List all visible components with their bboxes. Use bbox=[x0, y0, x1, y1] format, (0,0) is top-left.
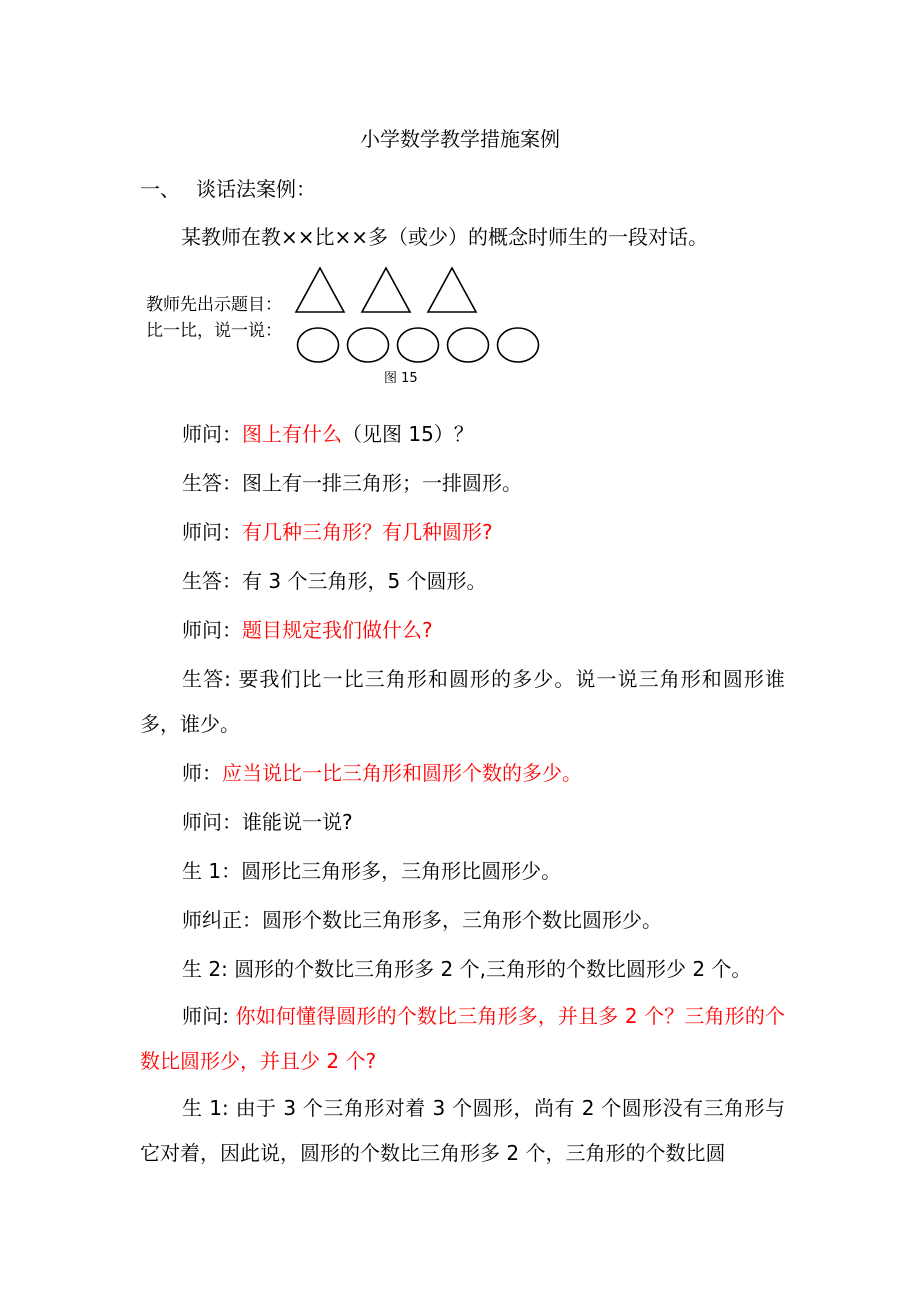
dialogue-line bbox=[140, 798, 785, 847]
dialogue-line bbox=[140, 459, 785, 508]
figure-shapes bbox=[140, 262, 560, 372]
dialogue-text: 图上有一排三角形；一排圆形。 bbox=[242, 471, 522, 495]
section-number: 一、 bbox=[140, 177, 180, 201]
dialogue-line bbox=[140, 606, 785, 655]
dialogue-line bbox=[140, 508, 785, 557]
dialogue-speaker: 生 1: bbox=[182, 1096, 236, 1120]
dialogue-text-tail: （见图 15）？ bbox=[342, 422, 474, 446]
dialogue-line bbox=[140, 410, 785, 459]
dialogue-speaker: 师问： bbox=[182, 422, 242, 446]
dialogue-text: 题目规定我们做什么? bbox=[242, 618, 433, 642]
section-heading bbox=[140, 174, 316, 204]
dialogue-line bbox=[140, 896, 785, 945]
dialogue-text: 要我们比一比三角形和圆形的多少。说一说三角形和圆形谁多，谁少。 bbox=[140, 667, 786, 736]
dialogue-line bbox=[140, 1086, 785, 1176]
circle-shape bbox=[398, 328, 439, 362]
section-heading-text: 谈话法案例： bbox=[196, 177, 316, 201]
figure-label-line2: 比一比，说一说： bbox=[146, 321, 282, 341]
dialogue-speaker: 师纠正： bbox=[182, 908, 262, 932]
dialogue-speaker: 师问： bbox=[182, 618, 242, 642]
circle-shape bbox=[498, 328, 539, 362]
dialogue-speaker: 师问: bbox=[182, 1004, 236, 1028]
dialogue-text: 你如何懂得圆形的个数比三角形多，并且多 2 个？三角形的个数比圆形少，并且少 2 个? bbox=[140, 1004, 785, 1073]
dialogue-line bbox=[140, 947, 785, 992]
dialogue-text: 有 3 个三角形，5 个圆形。 bbox=[242, 569, 487, 593]
dialogue-speaker: 师问： bbox=[182, 810, 242, 834]
intro-paragraph: 某教师在教××比××多（或少）的概念时师生的一段对话。 bbox=[181, 225, 709, 249]
circle-shape bbox=[348, 328, 389, 362]
dialogue-text: 有几种三角形？有几种圆形? bbox=[242, 520, 493, 544]
dialogue-section bbox=[140, 410, 785, 1178]
dialogue-speaker: 师： bbox=[182, 761, 222, 785]
dialogue-line bbox=[140, 557, 785, 606]
triangle-shape bbox=[362, 268, 410, 312]
dialogue-speaker: 生 1： bbox=[182, 859, 242, 883]
dialogue-line bbox=[140, 847, 785, 896]
dialogue-text: 图上有什么 bbox=[242, 422, 342, 446]
dialogue-speaker: 师问： bbox=[182, 520, 242, 544]
document-title: 小学数学教学措施案例 bbox=[360, 127, 560, 151]
dialogue-speaker: 生答： bbox=[182, 569, 242, 593]
dialogue-speaker: 生答: bbox=[182, 667, 239, 691]
triangle-shape bbox=[296, 268, 344, 312]
dialogue-text: 谁能说一说? bbox=[242, 810, 353, 834]
dialogue-speaker: 生 2: bbox=[182, 957, 235, 981]
circle-shape bbox=[448, 328, 489, 362]
figure-caption: 图 15 bbox=[384, 371, 418, 386]
dialogue-line bbox=[140, 994, 785, 1084]
dialogue-speaker: 生答： bbox=[182, 471, 242, 495]
figure-15 bbox=[140, 262, 560, 394]
circle-shape bbox=[298, 328, 339, 362]
dialogue-line bbox=[140, 749, 785, 798]
dialogue-text: 圆形比三角形多，三角形比圆形少。 bbox=[241, 859, 562, 883]
dialogue-text: 圆形个数比三角形多，三角形个数比圆形少。 bbox=[262, 908, 662, 932]
triangle-shape bbox=[428, 268, 476, 312]
figure-label-line1: 教师先出示题目： bbox=[146, 295, 282, 315]
dialogue-line bbox=[140, 657, 785, 747]
dialogue-text: 由于 3 个三角形对着 3 个圆形，尚有 2 个圆形没有三角形与它对着，因此说，圆形的个数比三角形多 2 个，三角形的个数比圆 bbox=[140, 1096, 785, 1165]
dialogue-text: 圆形的个数比三角形多 2 个,三角形的个数比圆形少 2 个。 bbox=[234, 957, 752, 981]
dialogue-text: 应当说比一比三角形和圆形个数的多少。 bbox=[222, 761, 582, 785]
